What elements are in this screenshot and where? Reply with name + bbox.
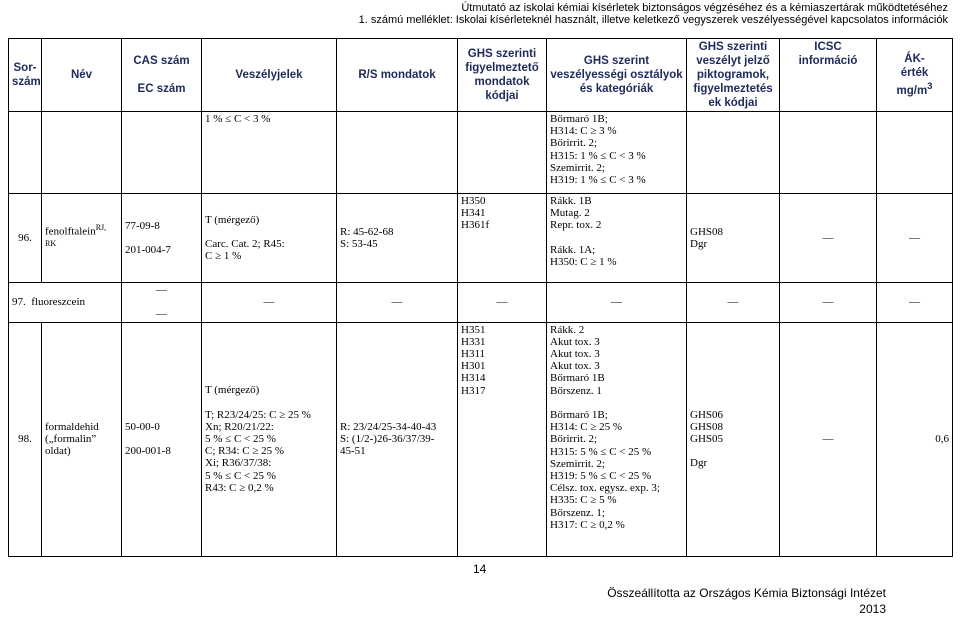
row-96-nev: [42, 194, 122, 283]
row-96-ghs-fig: H350 H341 H361f: [458, 194, 547, 283]
row-96-ghs-pikt: GHS08 Dgr: [687, 194, 780, 283]
row-97-ghs-oszt: —: [547, 283, 687, 323]
row-97-ghs-fig: —: [458, 283, 547, 323]
table-header-row: [9, 39, 953, 112]
row-97-cas: — —: [122, 283, 202, 323]
cont-ghs-pikt: [687, 112, 780, 194]
row-98-nev: formaldehid („formalin” oldat): [42, 322, 122, 556]
cont-cas: [122, 112, 202, 194]
cont-ak: [877, 112, 953, 194]
cont-nev: [42, 112, 122, 194]
row-96-nev-note: RJ, RK: [45, 223, 107, 248]
row-96-nev-text: fenolftalein: [45, 225, 96, 238]
row-97-sorszam: 97.: [12, 296, 26, 309]
cont-ghs-fig: [458, 112, 547, 194]
row-97-rs: —: [337, 283, 458, 323]
row-98-icsc: —: [780, 322, 877, 556]
col-header-icsc: ICSC információ: [780, 39, 877, 112]
cont-veszelyjelek: 1 % ≤ C < 3 %: [202, 112, 337, 194]
col-header-rs: R/S mondatok: [337, 39, 458, 112]
row-96-rs: R: 45-62-68 S: 53-45: [337, 194, 458, 283]
row-96-ghs-oszt: Rákk. 1B Mutag. 2 Repr. tox. 2 Rákk. 1A; H350: C ≥ 1 %: [547, 194, 687, 283]
col-header-ak: [877, 39, 953, 112]
row-98-cas: 50-00-0 200-001-8: [122, 322, 202, 556]
row-96-cas: 77-09-8 201-004-7: [122, 194, 202, 283]
row-98-rs: R: 23/24/25-34-40-43 S: (1/2-)26-36/37/39- 45-51: [337, 322, 458, 556]
col-header-ghs-fig: GHS szerinti figyelmeztető mondatok kódjai: [458, 39, 547, 112]
row-98-ghs-oszt: Rákk. 2 Akut tox. 3 Akut tox. 3 Akut tox. 3 Bőrmaró 1B Bőrszenz. 1 Bőrmaró 1B; H314: C ≥ 25 % Bőrirrit. 2; H315: 5 % ≤ C < 25 % Szemirrit. 2; H319: 5 % ≤ C < 25 % Célsz. tox. egysz. exp. 3; H335: C ≥ 5 % Bőrszenz. 1; H317: C ≥ 0,2 %: [547, 322, 687, 556]
row-97-ghs-pikt: —: [687, 283, 780, 323]
row-98-ghs-pikt: GHS06 GHS08 GHS05 Dgr: [687, 322, 780, 556]
row-96-icsc: —: [780, 194, 877, 283]
cont-icsc: [780, 112, 877, 194]
table-row: [9, 283, 953, 323]
col-header-nev: Név: [42, 39, 122, 112]
col-header-ghs-pikt: GHS szerinti veszélyt jelző piktogramok, figyelmeztetés ek kódjai: [687, 39, 780, 112]
row-97-icsc: —: [780, 283, 877, 323]
col-header-ghs-oszt: GHS szerint veszélyességi osztályok és kategóriák: [547, 39, 687, 112]
document-header-subtitle: 1. számú melléklet: Iskolai kísérleteknél használt, illetve keletkező vegyszerek veszélyességével kapcsolatos információk: [358, 14, 948, 26]
page-number: 14: [473, 562, 487, 576]
ak-unit-exponent: 3: [927, 81, 933, 93]
footer-publisher: Összeállította az Országos Kémia Biztonsági Intézet: [607, 586, 886, 600]
row-98-veszelyjelek: T (mérgező) T; R23/24/25: C ≥ 25 % Xn; R20/21/22: 5 % ≤ C < 25 % C; R34: C ≥ 25 % Xi; R36/37/38: 5 % ≤ C < 25 % R43: C ≥ 0,2 %: [202, 322, 337, 556]
table-row-continued: [9, 112, 953, 194]
table-row: [9, 194, 953, 283]
hazard-table: [8, 38, 953, 557]
row-96-veszelyjelek: T (mérgező) Carc. Cat. 2; R45: C ≥ 1 %: [202, 194, 337, 283]
row-98-ghs-fig: H351 H331 H311 H301 H314 H317: [458, 322, 547, 556]
col-header-cas: CAS szám EC szám: [122, 39, 202, 112]
table-row: [9, 322, 953, 556]
cont-sorszam: [9, 112, 42, 194]
row-98-sorszam: 98.: [9, 322, 42, 556]
row-96-sorszam: 96.: [9, 194, 42, 283]
footer-year: 2013: [859, 602, 886, 616]
col-header-sorszam: Sor- szám: [9, 39, 42, 112]
row-97-ak: —: [877, 283, 953, 323]
row-97-name-cell: [9, 283, 122, 323]
row-98-ak: 0,6: [877, 322, 953, 556]
cont-rs: [337, 112, 458, 194]
row-97-veszelyjelek: —: [202, 283, 337, 323]
document-header-title: Útmutató az iskolai kémiai kísérletek biztonságos végzéséhez és a kémiaszertárak működtetéséhez: [461, 2, 948, 14]
row-97-nev: fluoreszcein: [31, 296, 85, 309]
col-header-veszelyjelek: Veszélyjelek: [202, 39, 337, 112]
ak-label: ÁK- érték mg/m: [896, 53, 929, 97]
cont-ghs-oszt: Bőrmaró 1B; H314: C ≥ 3 % Bőrirrit. 2; H315: 1 % ≤ C < 3 % Szemirrit. 2; H319: 1 % ≤ C < 3 %: [547, 112, 687, 194]
row-96-ak: —: [877, 194, 953, 283]
